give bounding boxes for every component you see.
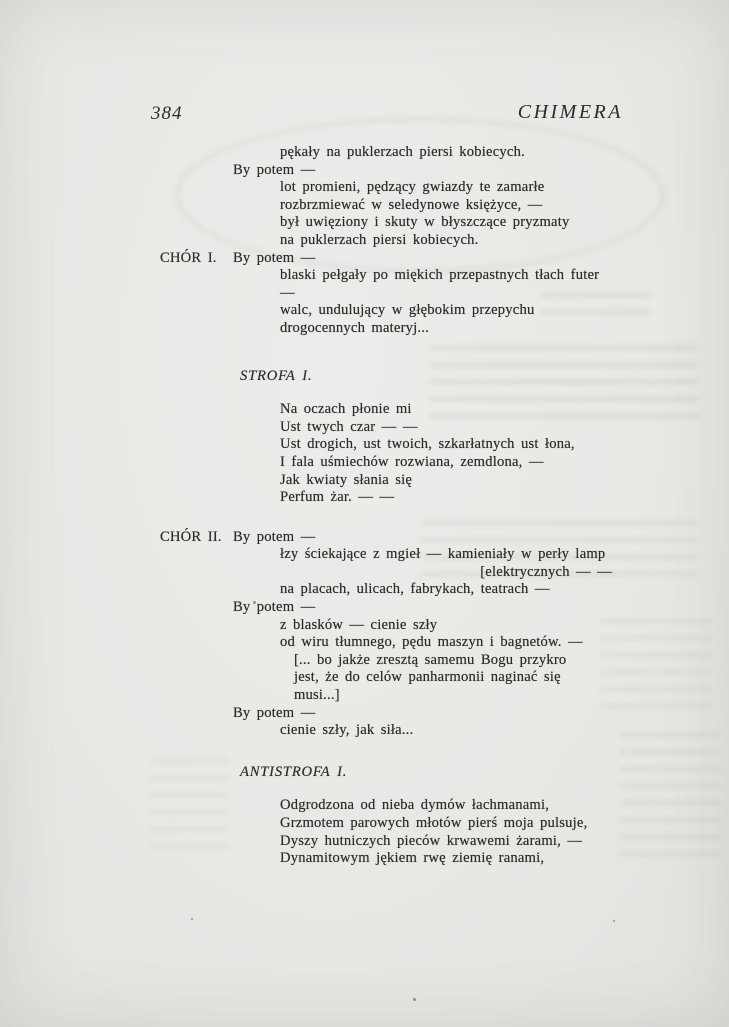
verse-line: Na oczach płonie mi xyxy=(280,401,412,418)
verse-line: By potem — xyxy=(233,161,316,178)
journal-title: CHIMERA xyxy=(517,101,623,123)
verse-line: By potem — xyxy=(233,704,316,721)
text-column xyxy=(160,144,620,868)
verse-line: na puklerzach piersi kobiecych. xyxy=(280,231,479,248)
verse-line: z blasków — cienie szły xyxy=(280,616,438,633)
verse-line: Perfum żar. — — xyxy=(280,489,395,506)
verse-line-aside: musi...] xyxy=(294,687,340,704)
verse-line: Ust drogich, ust twoich, szkarłatnych ust łona, xyxy=(280,436,575,453)
verse-line: Grzmotem parowych młotów pierś moja pulsuje, xyxy=(280,815,588,831)
verse-line: drogocennych materyj... xyxy=(280,319,429,336)
section-gap xyxy=(160,507,620,529)
scan-speck xyxy=(613,920,615,922)
verse-line: cienie szły, jak siła... xyxy=(280,722,414,739)
speaker-label-chor-2: CHÓR II. xyxy=(160,528,222,545)
page-number: 384 xyxy=(151,103,183,124)
verse-line-aside: [... bo jakże zresztą samemu Bogu przykro xyxy=(294,651,567,668)
verse-line: Dyszy hutniczych pieców krwawemi żarami, — xyxy=(280,832,583,849)
antistrofa-heading: ANTISTROFA I. xyxy=(240,763,348,780)
verse-text: By potem — xyxy=(233,528,316,545)
verse-line: pękały na puklerzach piersi kobiecych. xyxy=(280,144,525,160)
verse-line: By potem — xyxy=(233,599,316,616)
verse-line: Ust twych czar — — xyxy=(280,418,418,435)
verse-line-continuation: [elektrycznych — — xyxy=(480,563,612,580)
speaker-label-chor-1: CHÓR I. xyxy=(160,249,217,266)
verse-line: na placach, ulicach, fabrykach, teatrach — xyxy=(280,581,550,598)
verse-line: blaski pełgały po miękich przepastnych tłach futer — xyxy=(280,267,600,301)
section-gap xyxy=(160,740,620,764)
section-gap xyxy=(160,385,620,401)
verse-line: Odgrodzona od nieba dymów łachmanami, xyxy=(280,797,550,814)
verse-line: Jak kwiaty słania się xyxy=(280,471,413,488)
verse-line: lot promieni, pędzący gwiazdy te zamarłe xyxy=(280,179,545,196)
verse-line: walc, undulujący w głębokim przepychu xyxy=(280,302,535,319)
showthrough-smudge xyxy=(620,732,720,860)
verse-line: I fala uśmiechów rozwiana, zemdlona, — xyxy=(280,453,544,470)
strofa-heading: STROFA I. xyxy=(240,367,313,384)
verse-line xyxy=(160,529,620,547)
scan-speck xyxy=(413,998,416,1001)
verse-line xyxy=(160,250,620,268)
verse-line: od wiru tłumnego, pędu maszyn i bagnetów. — xyxy=(280,634,583,651)
verse-line: Dynamitowym jękiem rwę ziemię ranami, xyxy=(280,850,545,867)
verse-text: By potem — xyxy=(233,249,316,266)
verse-line-aside: jest, że do celów panharmonii naginać się xyxy=(294,669,561,686)
verse-line: był uwięziony i skuty w błyszczące pryzmaty xyxy=(280,214,570,231)
verse-line: rozbrzmiewać w seledynowe księżyce, — xyxy=(280,196,543,213)
section-gap xyxy=(160,338,620,368)
scan-speck xyxy=(191,918,193,920)
page-header xyxy=(0,101,729,129)
section-gap xyxy=(160,781,620,797)
verse-line: łzy ściekające z mgieł — kamieniały w perły lamp xyxy=(280,546,606,563)
